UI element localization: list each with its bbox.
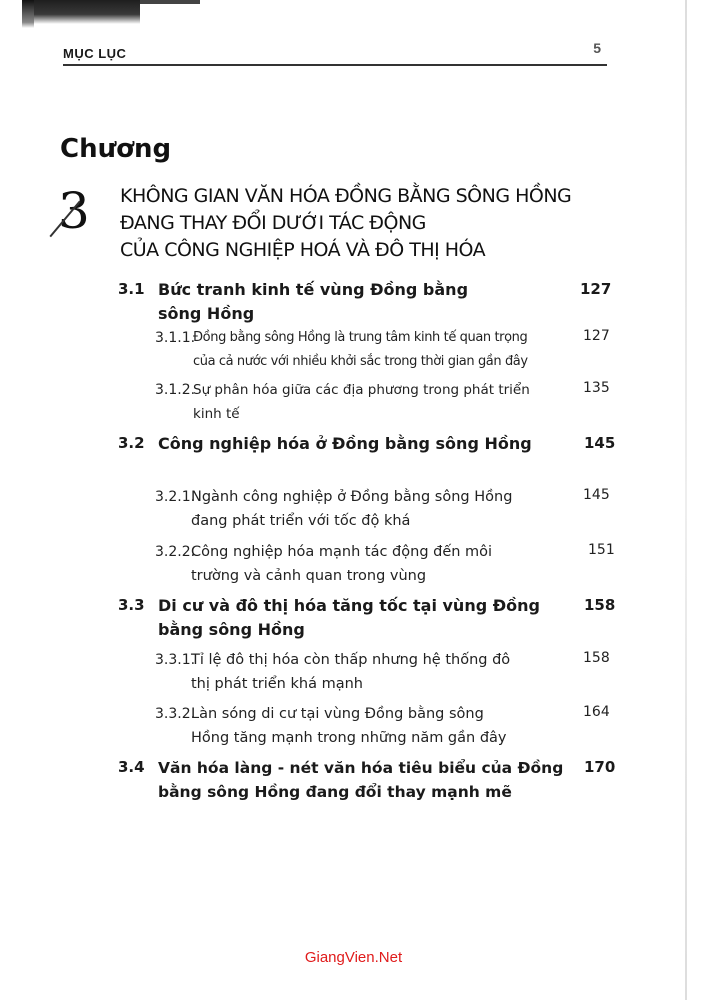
page-number: 5 <box>593 40 601 56</box>
subsection-number: 3.1.1. <box>155 330 196 346</box>
section-title: Bức tranh kinh tế vùng Đồng bằng sông Hồng <box>158 280 469 323</box>
page-ref: 145 <box>583 487 610 503</box>
chapter-label: Chương <box>60 134 172 164</box>
page-ref: 158 <box>584 596 616 614</box>
page-ref: 127 <box>583 328 610 344</box>
chapter-title-line: ĐANG THAY ĐỔI DƯỚI TÁC ĐỘNG <box>120 212 426 234</box>
chapter-title-line: CỦA CÔNG NGHIỆP HOÁ VÀ ĐÔ THỊ HÓA <box>120 239 486 261</box>
running-header <box>63 38 607 66</box>
page-ref: 158 <box>583 650 610 666</box>
section-title: Văn hóa làng - nét văn hóa tiêu biểu của Đồng bằng sông Hồng đang đổi thay mạnh mẽ <box>158 759 564 801</box>
page-ref: 151 <box>588 542 615 558</box>
scan-artifact <box>22 0 34 28</box>
subsection-number: 3.3.2. <box>155 706 196 722</box>
chapter-title-line: KHÔNG GIAN VĂN HÓA ĐỒNG BẰNG SÔNG HỒNG <box>120 185 572 207</box>
subsection-number: 3.2.1. <box>155 489 196 505</box>
subsection-title: Công nghiệp hóa mạnh tác động đến môi trường và cảnh quan trong vùng <box>191 544 493 584</box>
running-title: MỤC LỤC <box>63 46 127 61</box>
page-edge <box>685 0 687 1000</box>
subsection-number: 3.1.2. <box>155 382 196 398</box>
section-number: 3.4 <box>118 758 145 776</box>
page-ref: 127 <box>580 280 612 298</box>
subsection-title: Tỉ lệ đô thị hóa còn thấp nhưng hệ thống đô thị phát triển khá mạnh <box>191 652 511 692</box>
page-ref: 145 <box>584 434 616 452</box>
section-number: 3.3 <box>118 596 145 614</box>
subsection-title: Làn sóng di cư tại vùng Đồng bằng sông Hồng tăng mạnh trong những năm gần đây <box>191 706 507 746</box>
page-ref: 135 <box>583 380 610 396</box>
subsection-title: Sự phân hóa giữa các địa phương trong phát triển kinh tế <box>193 382 530 422</box>
chapter-title <box>120 183 660 264</box>
scan-artifact <box>22 0 140 24</box>
section-title: Công nghiệp hóa ở Đồng bằng sông Hồng <box>158 434 532 453</box>
section-number: 3.2 <box>118 434 145 452</box>
chapter-number: 3 <box>58 182 90 240</box>
subsection-title: Đồng bằng sông Hồng là trung tâm kinh tế quan trọng của cả nước với nhiều khởi sắc trong thời gian gần đây <box>193 330 528 369</box>
scan-artifact <box>140 0 200 4</box>
page-ref: 170 <box>584 758 616 776</box>
watermark: GiangVien.Net <box>304 949 403 966</box>
subsection-title: Ngành công nghiệp ở Đồng bằng sông Hồng đang phát triển với tốc độ khá <box>191 489 513 529</box>
section-number: 3.1 <box>118 280 145 298</box>
section-title: Di cư và đô thị hóa tăng tốc tại vùng Đồng bằng sông Hồng <box>158 596 540 639</box>
page-ref: 164 <box>583 704 610 720</box>
subsection-number: 3.3.1. <box>155 652 196 668</box>
subsection-number: 3.2.2. <box>155 544 196 560</box>
